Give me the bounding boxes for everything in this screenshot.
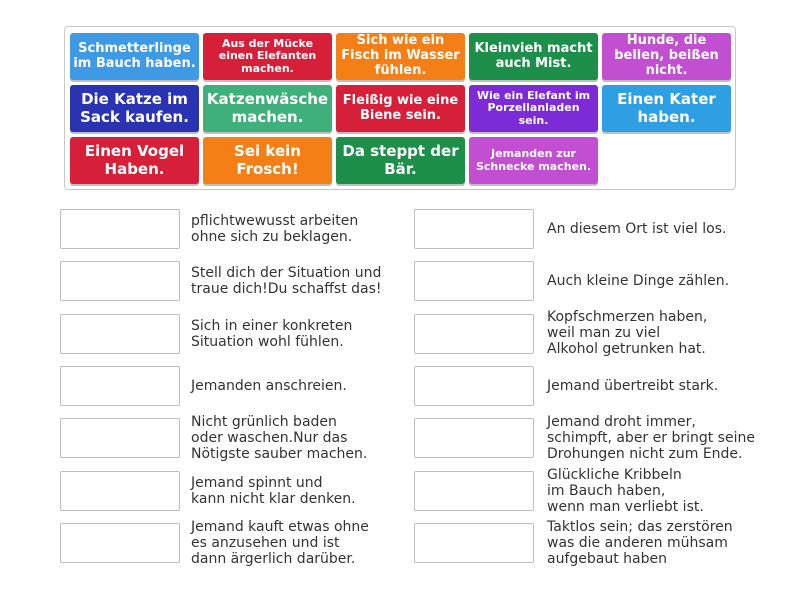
answer-tile[interactable]: Einen Vogel Haben. (70, 137, 199, 184)
definition-text: Jemand droht immer, schimpft, aber er bringt seine Drohungen nicht zum Ende. (547, 414, 755, 462)
definition-text: Stell dich der Situation und traue dich!Du schaffst das! (191, 265, 382, 297)
drop-target[interactable] (60, 314, 180, 354)
drop-target[interactable] (60, 261, 180, 301)
answer-tile[interactable]: Wie ein Elefant im Porzellanladen sein. (469, 85, 598, 132)
drop-target[interactable] (414, 471, 534, 511)
drop-target[interactable] (60, 523, 180, 563)
drop-target[interactable] (60, 209, 180, 249)
drop-target[interactable] (414, 209, 534, 249)
definition-text: pflichtwewusst arbeiten ohne sich zu beklagen. (191, 213, 359, 245)
definition-text: Sich in einer konkreten Situation wohl fühlen. (191, 318, 353, 350)
definition-text: Glückliche Kribbeln im Bauch haben, wenn man verliebt ist. (547, 467, 704, 515)
definition-text: Jemand spinnt und kann nicht klar denken. (191, 475, 356, 507)
answer-tile[interactable]: Kleinvieh macht auch Mist. (469, 33, 598, 80)
answer-tile[interactable]: Hunde, die bellen, beißen nicht. (602, 33, 731, 80)
answer-tile[interactable]: Katzenwäsche machen. (203, 85, 332, 132)
definition-text: Kopfschmerzen haben, weil man zu viel Alkohol getrunken hat. (547, 309, 708, 357)
drop-target[interactable] (414, 314, 534, 354)
drop-target[interactable] (60, 471, 180, 511)
definition-text: Jemand übertreibt stark. (547, 378, 719, 394)
definition-text: Taktlos sein; das zerstören was die anderen mühsam aufgebaut haben (547, 519, 733, 567)
answer-tile[interactable]: Jemanden zur Schnecke machen. (469, 137, 598, 184)
drop-target[interactable] (414, 261, 534, 301)
answer-tile[interactable]: Die Katze im Sack kaufen. (70, 85, 199, 132)
definition-text: Jemanden anschreien. (191, 378, 347, 394)
drop-target[interactable] (414, 418, 534, 458)
drop-target[interactable] (414, 366, 534, 406)
answer-tile[interactable]: Einen Kater haben. (602, 85, 731, 132)
answer-tile[interactable]: Aus der Mücke einen Elefanten machen. (203, 33, 332, 80)
drop-target[interactable] (414, 523, 534, 563)
answer-tile[interactable]: Sich wie ein Fisch im Wasser fühlen. (336, 33, 465, 80)
definition-text: Auch kleine Dinge zählen. (547, 273, 730, 289)
tile-bank (64, 26, 736, 190)
drop-target[interactable] (60, 366, 180, 406)
answer-tile[interactable]: Sei kein Frosch! (203, 137, 332, 184)
definition-text: An diesem Ort ist viel los. (547, 221, 727, 237)
answer-tile[interactable]: Fleißig wie eine Biene sein. (336, 85, 465, 132)
definition-text: Jemand kauft etwas ohne es anzusehen und ist dann ärgerlich darüber. (191, 519, 369, 567)
drop-target[interactable] (60, 418, 180, 458)
answer-tile[interactable]: Da steppt der Bär. (336, 137, 465, 184)
answer-tile[interactable]: Schmetterlinge im Bauch haben. (70, 33, 199, 80)
definition-text: Nicht grünlich baden oder waschen.Nur das Nötigste sauber machen. (191, 414, 368, 462)
